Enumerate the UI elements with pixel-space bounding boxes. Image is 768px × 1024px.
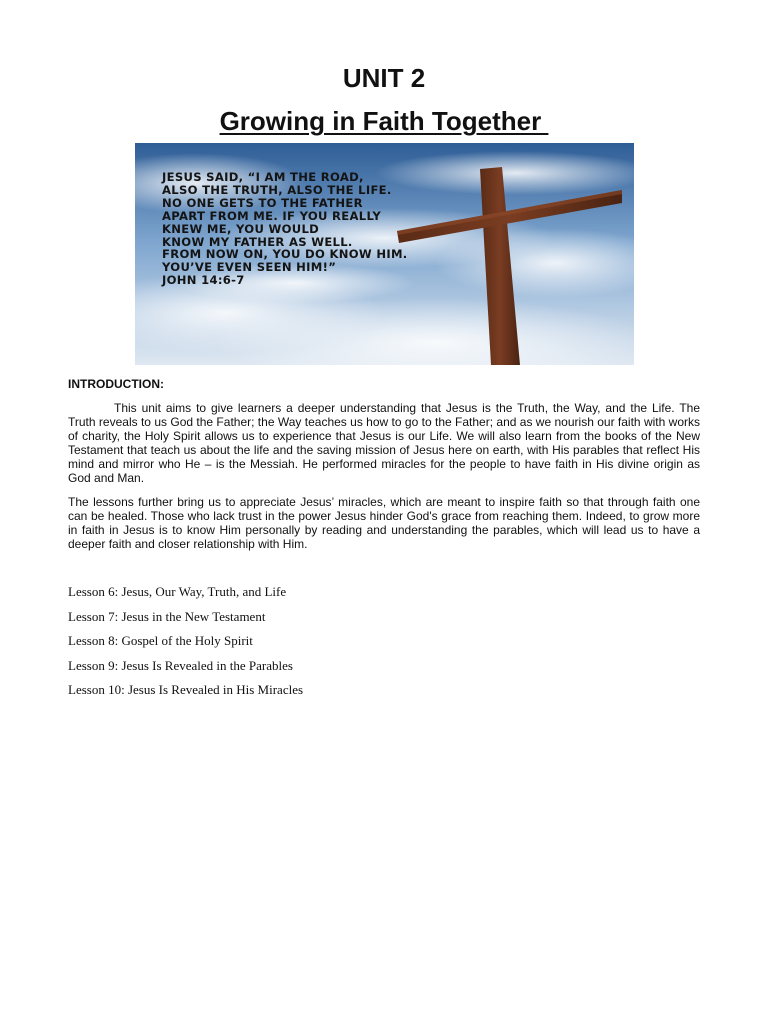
- quote-line: JESUS SAID, “I AM THE ROAD,: [162, 170, 364, 184]
- lesson-item: Lesson 9: Jesus Is Revealed in the Parables: [68, 657, 293, 673]
- lesson-item: Lesson 10: Jesus Is Revealed in His Miracles: [68, 682, 304, 698]
- quote-line: KNEW ME, YOU WOULD: [162, 221, 320, 236]
- bible-quote: [162, 171, 482, 287]
- quote-line: APART FROM ME. IF YOU REALLY: [162, 208, 382, 223]
- introduction-paragraph-1: This unit aims to give learners a deeper understanding that Jesus is the Truth, the Way, and the Life. The Truth reveals to us God the Father; the Way teaches us how to go to the Father; and as we nourish our faith with works of charity, the Holy Spirit allows us to experience that Jesus is our Life. We will also learn from the books of the New Testament that teach us about the life and the saving mission of Jesus here on earth, with His parables that reflect His mind and mirror who He – is the Messiah. He performed miracles for the people to have faith in His divine origin as God and Man.: [68, 401, 700, 486]
- lesson-item: Lesson 8: Gospel of the Holy Spirit: [68, 633, 253, 649]
- lesson-item: Lesson 6: Jesus, Our Way, Truth, and Life: [68, 584, 287, 599]
- introduction-paragraph-2: The lessons further bring us to appreciate Jesus’ miracles, which are meant to inspire faith so that through faith one can be healed. Those who lack trust in the power Jesus hinder God's grace from reaching them. Indeed, to grow more in faith in Jesus is to know Him personally by reading and understanding the parables, which will lead us to have a deeper faith and closer relationship with Him.: [68, 495, 700, 552]
- unit-number: UNIT 2: [342, 63, 426, 93]
- quote-reference: JOHN 14:6-7: [162, 273, 245, 288]
- cross-banner-image: [135, 143, 634, 365]
- quote-line: NO ONE GETS TO THE FATHER: [162, 195, 363, 210]
- quote-line: YOU’VE EVEN SEEN HIM!”: [162, 260, 337, 275]
- lesson-list: [68, 584, 303, 707]
- introduction-heading: INTRODUCTION:: [68, 377, 164, 391]
- lesson-item: Lesson 7: Jesus in the New Testament: [68, 608, 266, 624]
- quote-line: KNOW MY FATHER AS WELL.: [162, 234, 353, 249]
- quote-line: ALSO THE TRUTH, ALSO THE LIFE.: [162, 182, 392, 197]
- unit-title: Growing in Faith Together: [219, 106, 549, 136]
- quote-line: FROM NOW ON, YOU DO KNOW HIM.: [162, 247, 408, 262]
